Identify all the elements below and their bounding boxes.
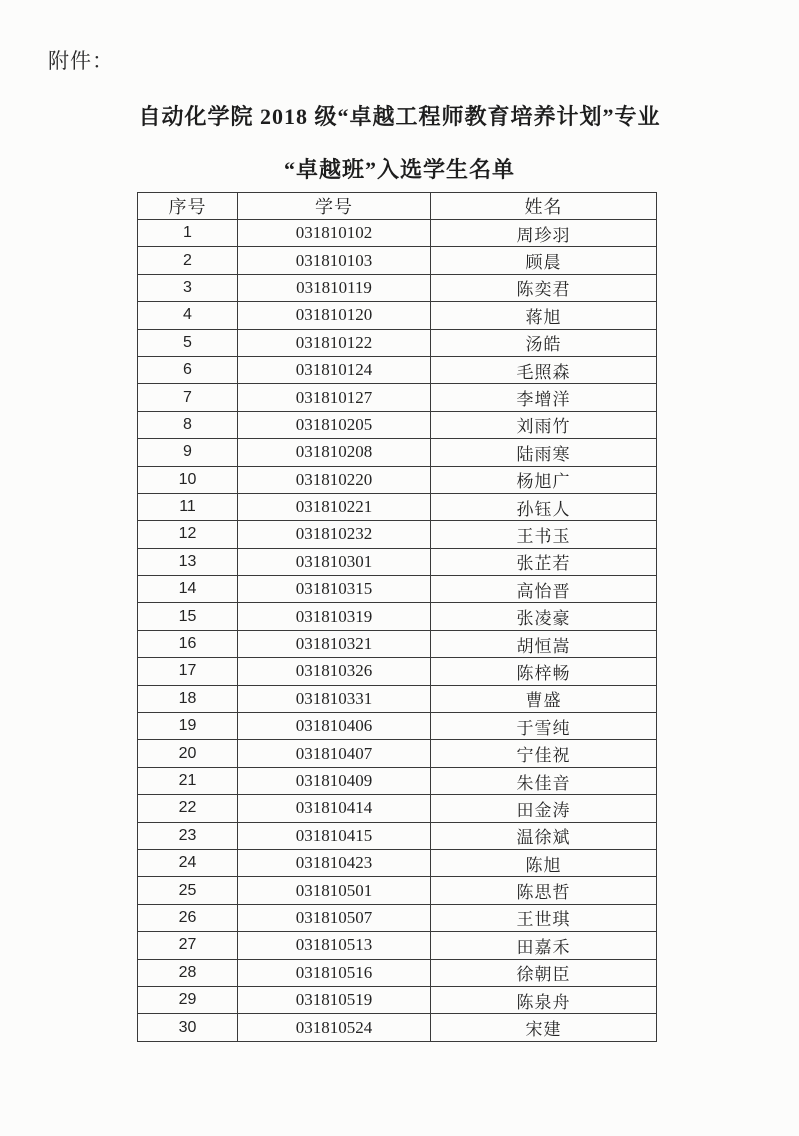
cell-seq: 29 [138,986,238,1013]
cell-seq: 20 [138,740,238,767]
cell-seq: 18 [138,685,238,712]
cell-name: 于雪纯 [431,713,657,740]
cell-seq: 16 [138,630,238,657]
table-header-row [138,193,657,220]
cell-seq: 12 [138,521,238,548]
cell-seq: 25 [138,877,238,904]
table-row [138,767,657,794]
cell-name: 宋建 [431,1014,657,1042]
document-title-line1: 自动化学院 2018 级“卓越工程师教育培养计划”专业 [138,104,661,129]
cell-student-id: 031810119 [238,274,431,301]
cell-name: 陆雨寒 [431,439,657,466]
cell-student-id: 031810415 [238,822,431,849]
cell-student-id: 031810220 [238,466,431,493]
cell-name: 王世琪 [431,904,657,931]
cell-name: 陈旭 [431,849,657,876]
table-row [138,548,657,575]
cell-name: 孙钰人 [431,493,657,520]
cell-name: 宁佳祝 [431,740,657,767]
cell-student-id: 031810301 [238,548,431,575]
table-row [138,685,657,712]
cell-seq: 7 [138,384,238,411]
table-row [138,1014,657,1042]
cell-seq: 23 [138,822,238,849]
table-row [138,384,657,411]
table-row [138,986,657,1013]
table-row [138,356,657,383]
cell-student-id: 031810507 [238,904,431,931]
cell-seq: 21 [138,767,238,794]
cell-name: 高怡晋 [431,576,657,603]
cell-name: 王书玉 [431,521,657,548]
cell-student-id: 031810321 [238,630,431,657]
table-row [138,576,657,603]
cell-student-id: 031810406 [238,713,431,740]
table-row [138,302,657,329]
cell-name: 张芷若 [431,548,657,575]
cell-student-id: 031810127 [238,384,431,411]
table-row [138,959,657,986]
cell-student-id: 031810326 [238,658,431,685]
cell-seq: 28 [138,959,238,986]
student-table-body [138,220,657,1042]
document-title-line2: “卓越班”入选学生名单 [283,157,515,182]
table-row [138,849,657,876]
cell-student-id: 031810221 [238,493,431,520]
cell-student-id: 031810414 [238,795,431,822]
cell-seq: 2 [138,247,238,274]
cell-name: 田金涛 [431,795,657,822]
cell-name: 温徐斌 [431,822,657,849]
cell-student-id: 031810524 [238,1014,431,1042]
cell-student-id: 031810501 [238,877,431,904]
table-row [138,220,657,247]
cell-seq: 24 [138,849,238,876]
cell-name: 胡恒嵩 [431,630,657,657]
cell-student-id: 031810513 [238,932,431,959]
table-row [138,247,657,274]
cell-seq: 4 [138,302,238,329]
cell-name: 田嘉禾 [431,932,657,959]
cell-name: 陈梓畅 [431,658,657,685]
cell-name: 徐朝臣 [431,959,657,986]
cell-name: 顾晨 [431,247,657,274]
attachment-label: 附件： [48,49,114,73]
cell-seq: 14 [138,576,238,603]
cell-student-id: 031810423 [238,849,431,876]
table-row [138,822,657,849]
cell-student-id: 031810103 [238,247,431,274]
cell-seq: 13 [138,548,238,575]
table-row [138,795,657,822]
cell-seq: 5 [138,329,238,356]
cell-seq: 17 [138,658,238,685]
table-row [138,439,657,466]
cell-seq: 19 [138,713,238,740]
cell-name: 陈泉舟 [431,986,657,1013]
cell-seq: 1 [138,220,238,247]
cell-student-id: 031810319 [238,603,431,630]
cell-seq: 8 [138,411,238,438]
cell-name: 汤皓 [431,329,657,356]
table-row [138,329,657,356]
cell-student-id: 031810409 [238,767,431,794]
cell-student-id: 031810102 [238,220,431,247]
cell-name: 杨旭广 [431,466,657,493]
cell-name: 李增洋 [431,384,657,411]
column-header-name: 姓名 [431,193,657,220]
cell-seq: 30 [138,1014,238,1042]
table-row [138,493,657,520]
table-row [138,466,657,493]
cell-name: 陈思哲 [431,877,657,904]
cell-seq: 9 [138,439,238,466]
table-row [138,274,657,301]
column-header-seq: 序号 [138,193,238,220]
table-row [138,603,657,630]
cell-student-id: 031810315 [238,576,431,603]
cell-seq: 22 [138,795,238,822]
cell-name: 周珍羽 [431,220,657,247]
cell-seq: 10 [138,466,238,493]
cell-student-id: 031810124 [238,356,431,383]
cell-name: 张凌豪 [431,603,657,630]
cell-seq: 15 [138,603,238,630]
cell-name: 毛照森 [431,356,657,383]
table-row [138,904,657,931]
table-row [138,521,657,548]
column-header-student-id: 学号 [238,193,431,220]
student-roster-table [137,192,657,1042]
cell-name: 陈奕君 [431,274,657,301]
cell-name: 曹盛 [431,685,657,712]
cell-student-id: 031810519 [238,986,431,1013]
cell-seq: 6 [138,356,238,383]
table-row [138,877,657,904]
cell-student-id: 031810331 [238,685,431,712]
cell-name: 刘雨竹 [431,411,657,438]
cell-student-id: 031810516 [238,959,431,986]
cell-student-id: 031810232 [238,521,431,548]
cell-student-id: 031810120 [238,302,431,329]
table-row [138,740,657,767]
cell-student-id: 031810205 [238,411,431,438]
cell-seq: 3 [138,274,238,301]
table-row [138,411,657,438]
cell-seq: 27 [138,932,238,959]
cell-seq: 26 [138,904,238,931]
cell-name: 蒋旭 [431,302,657,329]
table-row [138,932,657,959]
cell-student-id: 031810407 [238,740,431,767]
table-row [138,713,657,740]
table-row [138,658,657,685]
cell-seq: 11 [138,493,238,520]
cell-name: 朱佳音 [431,767,657,794]
table-row [138,630,657,657]
cell-student-id: 031810208 [238,439,431,466]
cell-student-id: 031810122 [238,329,431,356]
